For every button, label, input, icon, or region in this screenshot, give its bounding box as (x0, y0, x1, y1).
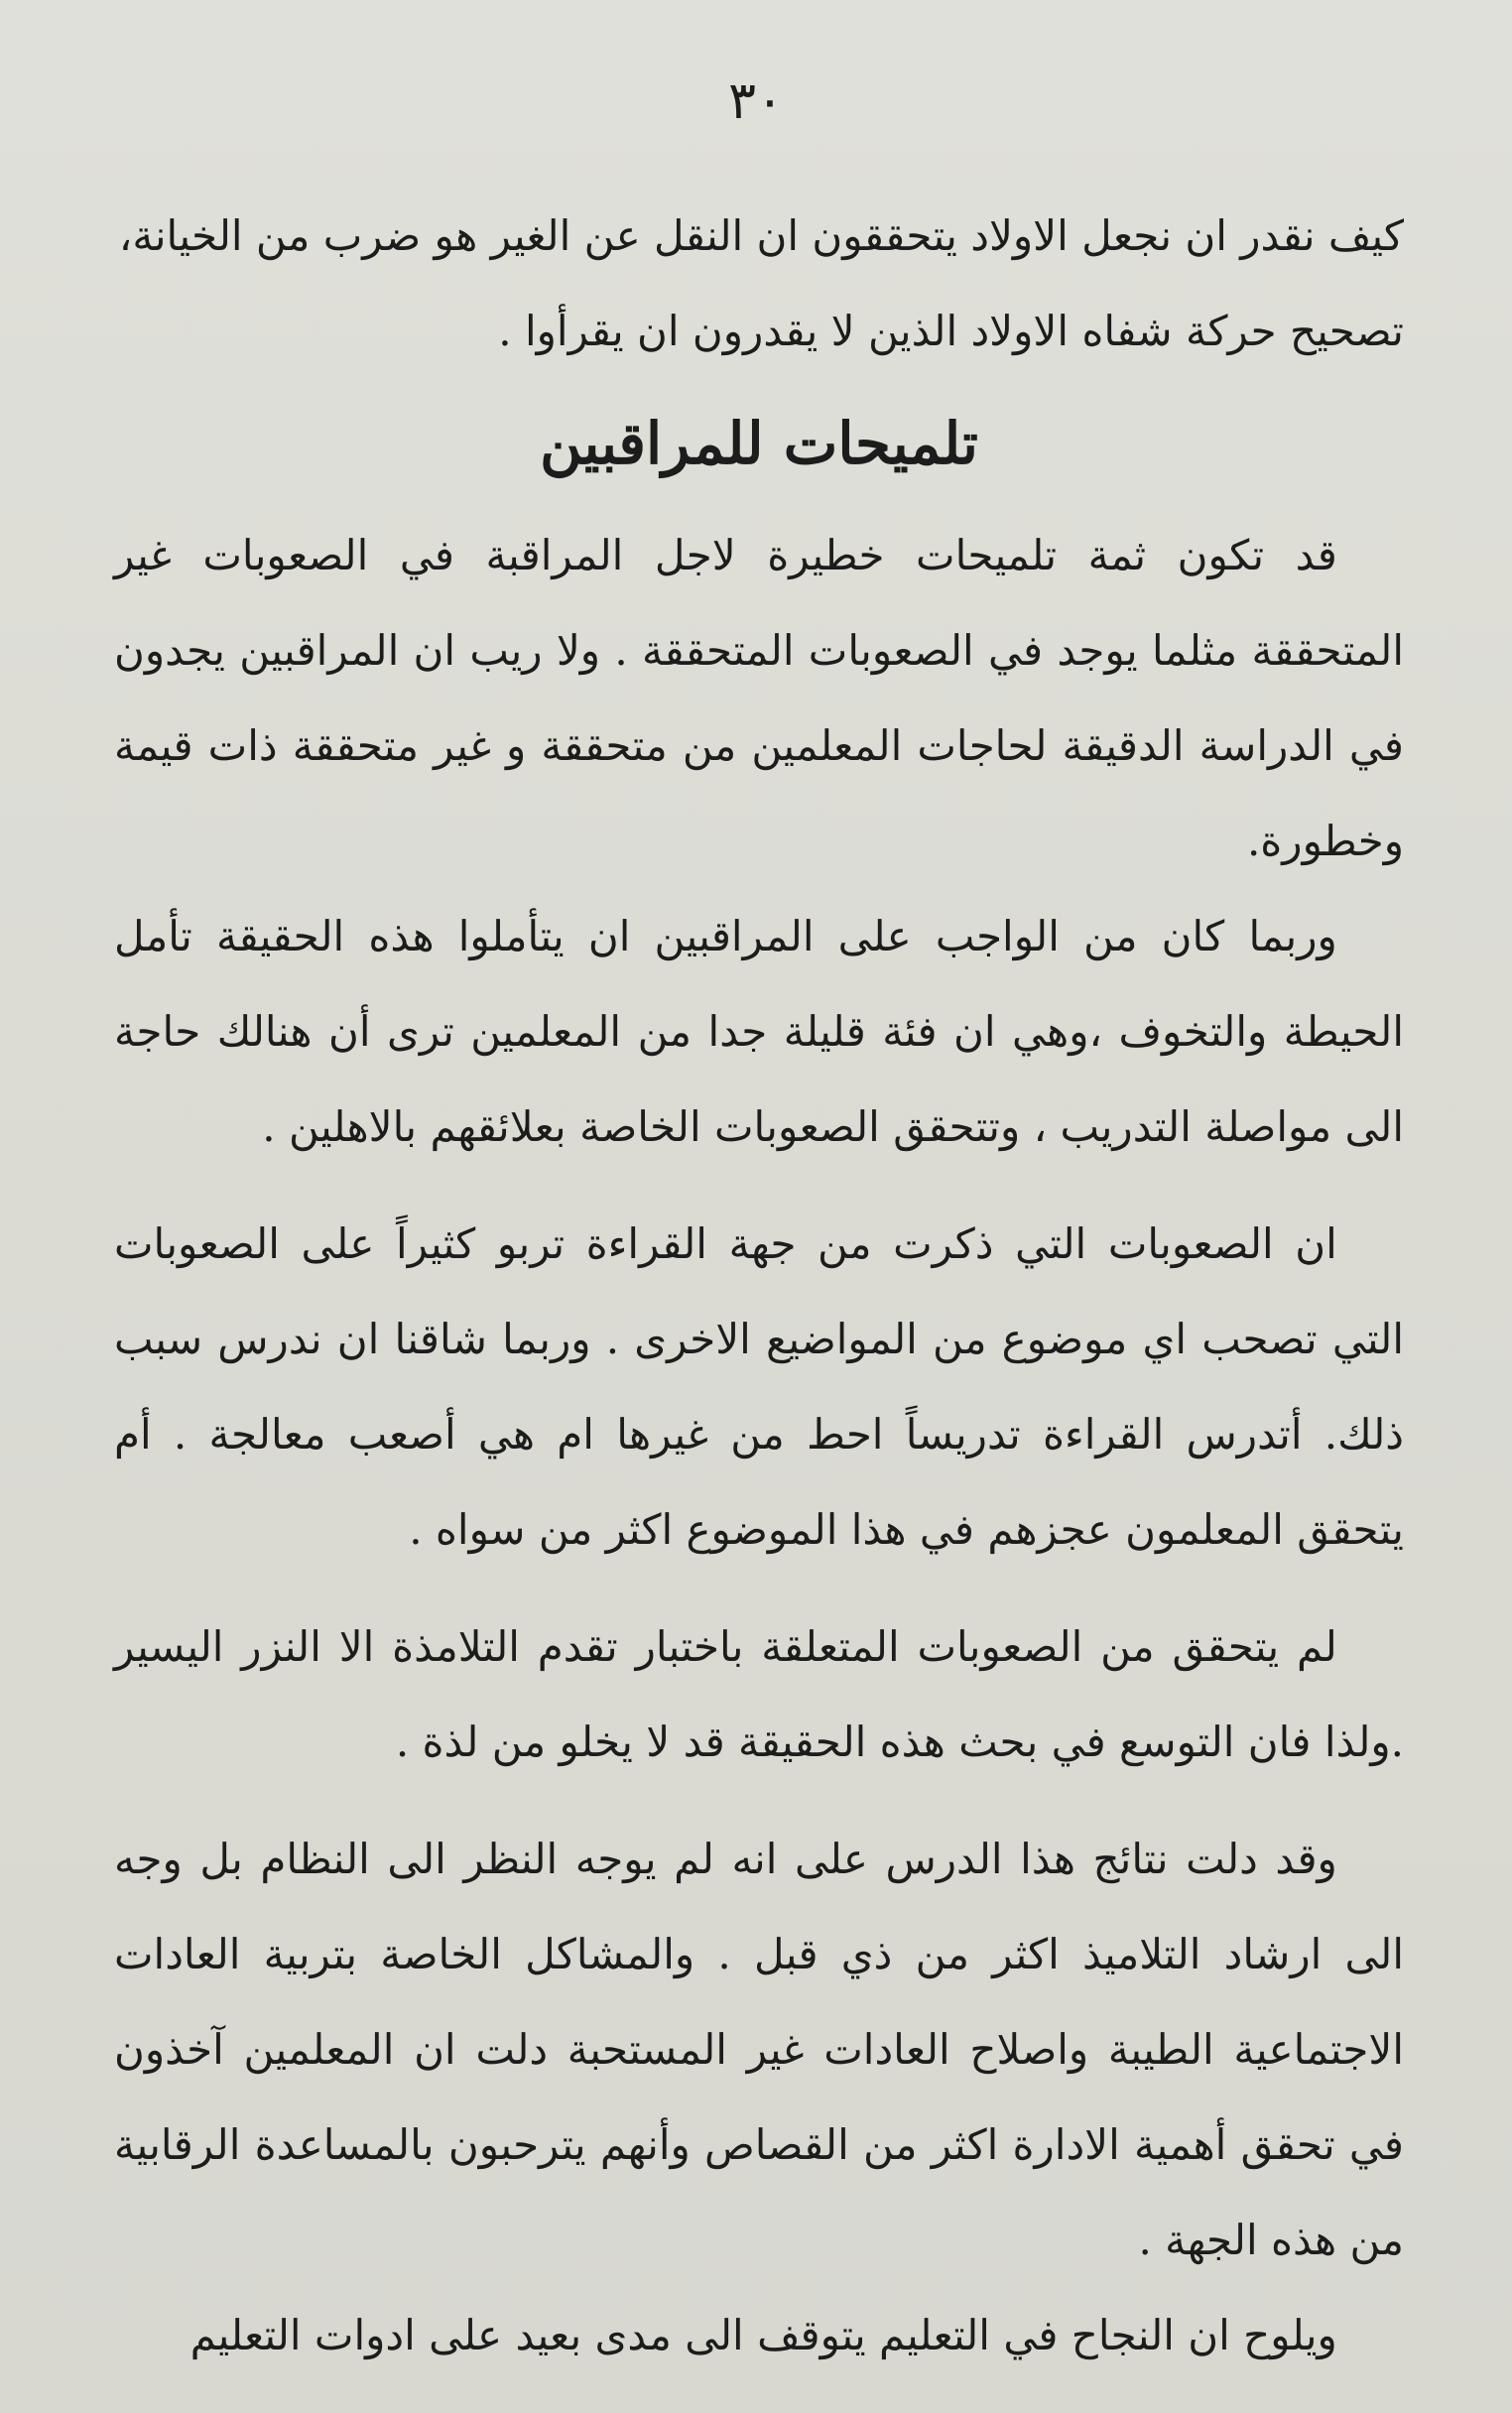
paragraph-4: لم يتحقق من الصعوبات المتعلقة باختبار تقدم التلامذة الا النزر اليسير .ولذا فان التوسع في بحث هذه الحقيقة قد لا يخلو من لذة . (114, 1622, 1404, 1766)
paragraph-5: وقد دلت نتائج هذا الدرس على انه لم يوجه النظر الى النظام بل وجه الى ارشاد التلاميذ اكثر من ذي قبل . والمشاكل الخاصة بتربية العادات الاجتماعية الطيبة واصلاح العادات غير المستحبة دلت ان المعلمين آخذون في تحقق أهمية الادارة اكثر من القصاص وأنهم يترحبون بالمساعدة الرقابية من هذه الجهة . (114, 1835, 1404, 2264)
paragraph-top-2: تصحيح حركة شفاه الاولاد الذين لا يقدرون ان يقرأوا . (498, 307, 1404, 355)
paragraph-3: ان الصعوبات التي ذكرت من جهة القراءة تربو كثيراً على الصعوبات التي تصحب اي موضوع من المواضيع الاخرى . وربما شاقنا ان ندرس سبب ذلك. أتدرس القراءة تدريساً احط من غيرها ام هي أصعب معالجة . أم يتحقق المعلمون عجزهم في هذا الموضوع اكثر من سواه . (114, 1219, 1404, 1554)
section-heading: تلميحات للمراقبين (540, 410, 978, 477)
page-number: ٣٠ (728, 71, 784, 131)
paragraph-top-1: كيف نقدر ان نجعل الاولاد يتحققون ان النقل عن الغير هو ضرب من الخيانة، (118, 211, 1404, 260)
paragraph-2: وربما كان من الواجب على المراقبين ان يتأملوا هذه الحقيقة تأمل الحيطة والتخوف ،وهي ان فئة قليلة جدا من المعلمين ترى أن هنالك حاجة الى مواصلة التدريب ، وتتحقق الصعوبات الخاصة بعلائقهم بالاهلين . (114, 912, 1404, 1151)
paragraph-1: قد تكون ثمة تلميحات خطيرة لاجل المراقبة في الصعوبات غير المتحققة مثلما يوجد في الصعوبات المتحققة . ولا ريب ان المراقبين يجدون في الدراسة الدقيقة لحاجات المعلمين من متحققة و غير متحققة ذات قيمة وخطورة. (114, 531, 1404, 865)
paragraph-6: ويلوح ان النجاح في التعليم يتوقف الى مدى بعيد على ادوات التعليم (189, 2311, 1337, 2359)
page-body (114, 189, 1404, 2383)
